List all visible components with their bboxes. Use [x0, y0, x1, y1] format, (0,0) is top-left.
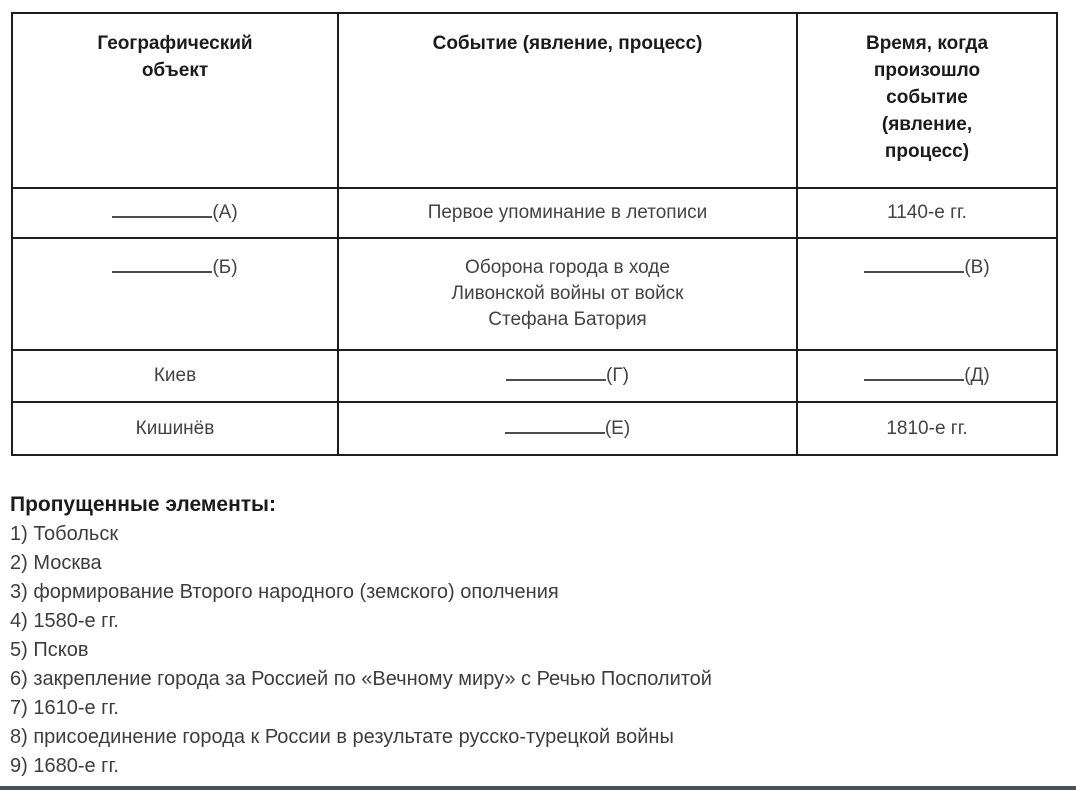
table-row-kiev — [12, 350, 1057, 402]
bottom-divider-bar — [0, 786, 1076, 790]
cell-event-a: Первое упоминание в летописи — [338, 188, 797, 238]
list-item: 6) закрепление города за Россией по «Вечному миру» с Речью Посполитой — [10, 668, 712, 690]
list-item: 9) 1680-е гг. — [10, 755, 119, 777]
header-geo-object — [12, 13, 338, 188]
cell-geo-b — [12, 238, 338, 350]
missing-elements-section — [10, 490, 1060, 781]
cell-geo-kiev: Киев — [12, 350, 338, 402]
cell-geo-kishinev: Кишинёв — [12, 402, 338, 455]
list-item: 3) формирование Второго народного (земского) ополчения — [10, 581, 559, 603]
list-item: 5) Псков — [10, 639, 89, 661]
blank-letter-g: (Г) — [606, 365, 629, 386]
task-table — [11, 12, 1058, 456]
header-event-label: Событие (явление, процесс) — [432, 33, 703, 54]
list-item: 1) Тобольск — [10, 523, 119, 545]
cell-event-g — [338, 350, 797, 402]
header-event — [338, 13, 797, 188]
table-row-a — [12, 188, 1057, 238]
blank-letter-d: (Д) — [964, 365, 990, 386]
table-row-b — [12, 238, 1057, 350]
list-item: 2) Москва — [10, 552, 102, 574]
list-item: 4) 1580-е гг. — [10, 610, 119, 632]
list-item: 8) присоединение города к России в результате русско-турецкой войны — [10, 726, 674, 748]
header-geo-object-label: Географический объект — [97, 33, 253, 81]
cell-geo-a — [12, 188, 338, 238]
blank-line-e — [505, 432, 605, 434]
missing-elements-title: Пропущенные элементы: — [10, 493, 276, 516]
table-row-kishinev — [12, 402, 1057, 455]
header-time-label: Время, когда произошло событие (явление, процесс) — [865, 33, 989, 162]
header-time — [797, 13, 1057, 188]
table-header-row — [12, 13, 1057, 188]
cell-event-b-text: Оборона города в ходе Ливонской войны от войск Стефана Батория — [451, 257, 684, 330]
blank-letter-a: (А) — [212, 202, 238, 223]
blank-letter-b: (Б) — [212, 257, 238, 278]
cell-time-b — [797, 238, 1057, 350]
blank-letter-e: (Е) — [604, 417, 631, 439]
blank-line-b — [112, 271, 212, 273]
blank-line-a — [112, 216, 212, 218]
blank-line-d — [864, 379, 964, 381]
blank-line-g — [506, 379, 606, 381]
cell-event-b — [338, 238, 797, 350]
cell-event-e — [338, 402, 797, 455]
cell-time-a: 1140-е гг. — [797, 188, 1057, 238]
blank-line-v — [864, 271, 964, 273]
cell-time-kishinev: 1810-е гг. — [797, 402, 1057, 455]
list-item: 7) 1610-е гг. — [10, 697, 119, 719]
cell-time-d — [797, 350, 1057, 402]
missing-elements-list — [10, 520, 1060, 781]
blank-letter-v: (В) — [964, 257, 990, 278]
